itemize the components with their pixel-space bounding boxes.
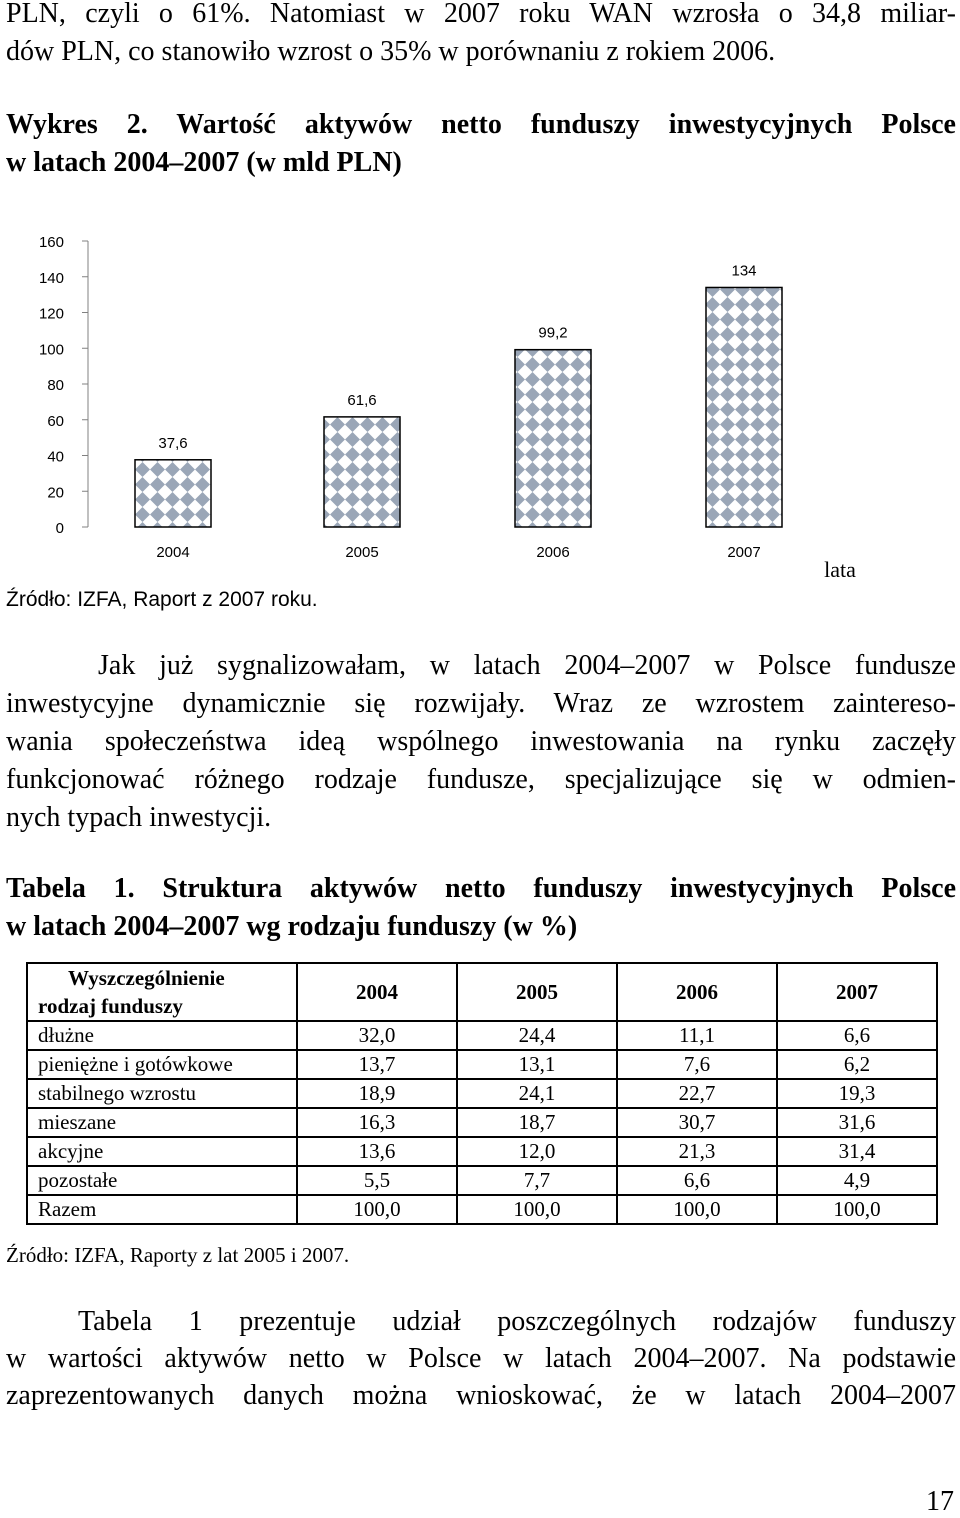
data-label-2005: 61,6 <box>347 391 377 409</box>
chart-source: Źródło: IZFA, Raport z 2007 roku. <box>6 588 318 611</box>
row-value: 18,7 <box>457 1108 617 1137</box>
header-year-2006: 2006 <box>617 963 777 1021</box>
intro-line-2: dów PLN, co stanowiło wzrost o 35% w porównaniu z rokiem 2006. <box>6 36 776 67</box>
header-year-2005: 2005 <box>457 963 617 1021</box>
header-year-2007: 2007 <box>777 963 937 1021</box>
para1-line-4: funkcjonować różnego rodzaje fundusze, specjalizujące się w odmien- <box>6 764 956 795</box>
row-value: 7,6 <box>617 1050 777 1079</box>
x-tick-label-2005: 2005 <box>345 544 379 561</box>
bar-2004 <box>135 460 211 527</box>
table-row <box>27 1050 937 1079</box>
para1-line-2: inwestycyjne dynamicznie się rozwijały. Wraz ze wzrostem zaintereso- <box>6 688 956 719</box>
y-tick-label: 20 <box>47 484 64 502</box>
table-caption-line-2: w latach 2004–2007 wg rodzaju funduszy (w %) <box>6 911 578 942</box>
row-value: 11,1 <box>617 1021 777 1050</box>
row-value: 21,3 <box>617 1137 777 1166</box>
y-tick-label: 100 <box>38 341 64 359</box>
row-value: 5,5 <box>297 1166 457 1195</box>
y-tick-label: 80 <box>47 377 64 394</box>
x-axis-label: lata <box>824 557 856 582</box>
para1-line-5: nych typach inwestycji. <box>6 802 272 833</box>
row-label: pieniężne i gotówkowe <box>27 1050 297 1079</box>
net-assets-bar-chart <box>0 222 960 622</box>
table-source: Źródło: IZFA, Raporty z lat 2005 i 2007. <box>6 1243 350 1267</box>
bar-2006 <box>515 350 591 527</box>
table-header-row <box>27 963 937 1021</box>
header-description-cell <box>27 963 297 1021</box>
header-description-bottom: rodzaj funduszy <box>38 994 183 1018</box>
para2-line-1: Tabela 1 prezentuje udział poszczególnych rodzajów funduszy <box>78 1306 956 1337</box>
table-row <box>27 1021 937 1050</box>
y-tick-label: 160 <box>38 234 64 251</box>
row-value: 13,6 <box>297 1137 457 1166</box>
bar-2005 <box>324 417 400 527</box>
intro-line-1: PLN, czyli o 61%. Natomiast w 2007 roku WAN wzrosła o 34,8 miliar- <box>6 0 956 29</box>
row-value: 13,1 <box>457 1050 617 1079</box>
header-year-2004: 2004 <box>297 963 457 1021</box>
row-label: mieszane <box>27 1108 297 1137</box>
row-value: 100,0 <box>617 1195 777 1224</box>
row-value: 6,2 <box>777 1050 937 1079</box>
row-value: 100,0 <box>457 1195 617 1224</box>
row-value: 22,7 <box>617 1079 777 1108</box>
row-label: stabilnego wzrostu <box>27 1079 297 1108</box>
row-value: 32,0 <box>297 1021 457 1050</box>
x-tick-label-2007: 2007 <box>727 544 761 561</box>
row-value: 100,0 <box>297 1195 457 1224</box>
row-value: 31,4 <box>777 1137 937 1166</box>
row-value: 4,9 <box>777 1166 937 1195</box>
data-label-2004: 37,6 <box>158 434 188 452</box>
bar-2007 <box>706 287 782 527</box>
row-value: 13,7 <box>297 1050 457 1079</box>
table-caption-line-1: Tabela 1. Struktura aktywów netto funduszy inwestycyjnych Polsce <box>6 873 956 904</box>
chart-caption-line-2: w latach 2004–2007 (w mld PLN) <box>6 147 402 178</box>
y-tick-label: 0 <box>55 520 64 537</box>
table-row <box>27 1108 937 1137</box>
x-tick-label-2004: 2004 <box>156 544 190 561</box>
row-value: 30,7 <box>617 1108 777 1137</box>
para2-line-3: zaprezentowanych danych można wnioskować, że w latach 2004–2007 <box>6 1380 956 1411</box>
x-tick-label-2006: 2006 <box>536 544 570 561</box>
header-description-top: Wyszczególnienie <box>68 966 225 990</box>
data-label-2006: 99,2 <box>538 324 568 342</box>
row-label: Razem <box>27 1195 297 1224</box>
row-value: 18,9 <box>297 1079 457 1108</box>
para2-line-2: w wartości aktywów netto w Polsce w latach 2004–2007. Na podstawie <box>6 1343 956 1374</box>
row-value: 16,3 <box>297 1108 457 1137</box>
y-tick-label: 120 <box>38 305 64 323</box>
data-label-2007: 134 <box>731 262 757 280</box>
chart-caption-line-1: Wykres 2. Wartość aktywów netto funduszy inwestycyjnych Polsce <box>6 109 956 140</box>
row-value: 24,1 <box>457 1079 617 1108</box>
table-row <box>27 1166 937 1195</box>
row-label: akcyjne <box>27 1137 297 1166</box>
para1-line-1: Jak już sygnalizowałam, w latach 2004–2007 w Polsce fundusze <box>98 650 956 681</box>
row-value: 6,6 <box>777 1021 937 1050</box>
table-row <box>27 1137 937 1166</box>
row-value: 100,0 <box>777 1195 937 1224</box>
row-value: 6,6 <box>617 1166 777 1195</box>
row-value: 12,0 <box>457 1137 617 1166</box>
row-value: 24,4 <box>457 1021 617 1050</box>
row-label: pozostałe <box>27 1166 297 1195</box>
page-number: 17 <box>926 1486 954 1517</box>
y-tick-label: 60 <box>47 412 64 430</box>
y-tick-label: 140 <box>38 269 64 287</box>
row-value: 19,3 <box>777 1079 937 1108</box>
row-label: dłużne <box>27 1021 297 1050</box>
para1-line-3: wania społeczeństwa ideą wspólnego inwestowania na rynku zaczęły <box>6 726 956 757</box>
row-value: 7,7 <box>457 1166 617 1195</box>
table-row <box>27 1195 937 1224</box>
table-row <box>27 1079 937 1108</box>
row-value: 31,6 <box>777 1108 937 1137</box>
y-tick-label: 40 <box>47 448 64 466</box>
fund-structure-table <box>26 962 938 1225</box>
